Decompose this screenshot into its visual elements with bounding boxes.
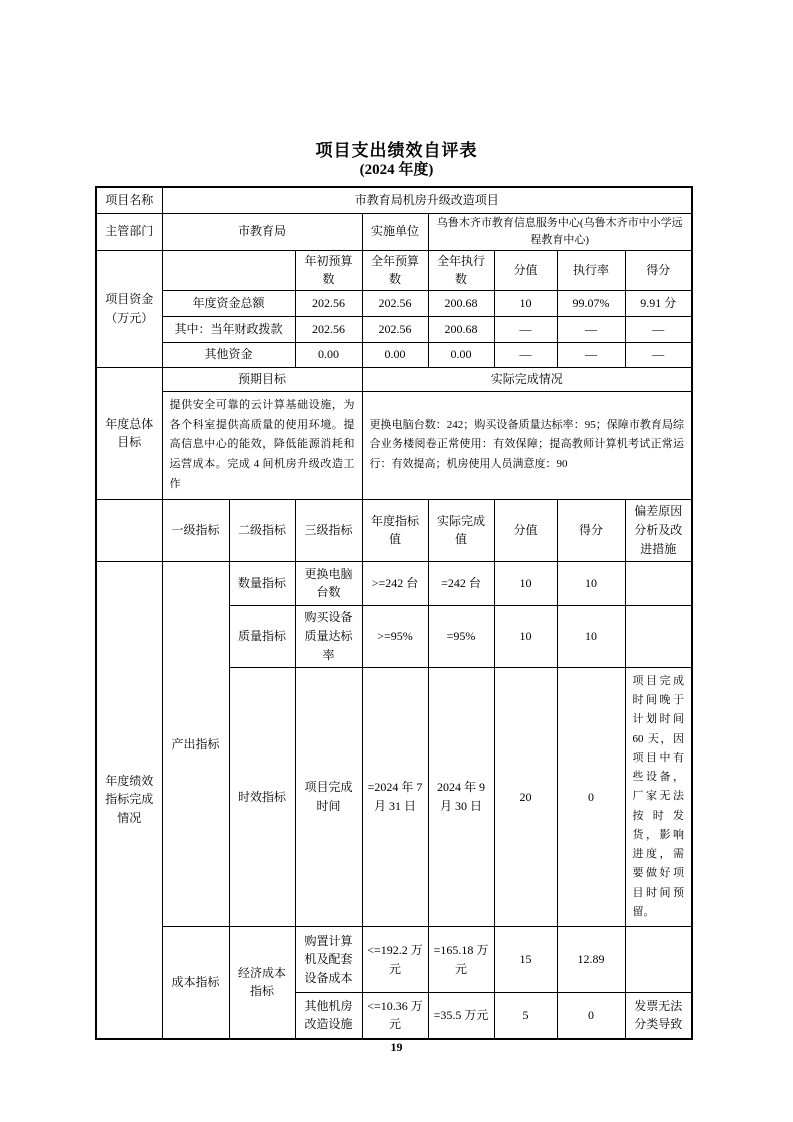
row-goal-content [96,391,692,499]
level1-cost: 成本指标 [162,927,229,1039]
economic-actual: =165.18 万元 [428,927,494,993]
row-project-name [96,187,692,213]
funds-total-executed: 200.68 [428,290,494,316]
funds-total-rate: 99.07% [557,290,625,316]
quality-deviation [625,605,692,667]
facility-score: 5 [494,993,557,1039]
funds-fiscal-budget-start: 202.56 [295,316,362,342]
economic-target: <=192.2 万元 [362,927,428,993]
quality-points: 10 [557,605,625,667]
economic-score: 15 [494,927,557,993]
indicator-header-deviation: 偏差原因分析及改进措施 [625,499,692,561]
funds-header-score: 分值 [494,250,557,290]
facility-actual: =35.5 万元 [428,993,494,1039]
level1-output: 产出指标 [162,561,229,926]
row-indicator-economic-cost [96,927,692,993]
row-department [96,213,692,250]
indicator-header-actual: 实际完成值 [428,499,494,561]
timeliness-level3: 项目完成时间 [295,667,362,926]
indicator-header-score: 分值 [494,499,557,561]
economic-deviation [625,927,692,993]
quantity-target: >=242 台 [362,561,428,605]
impl-unit-value: 乌鲁木齐市教育信息服务中心(乌鲁木齐市中小学远程教育中心) [428,213,692,250]
quantity-actual: =242 台 [428,561,494,605]
timeliness-actual: 2024 年 9 月 30 日 [428,667,494,926]
timeliness-points: 0 [557,667,625,926]
funds-fiscal-rate: — [557,316,625,342]
facility-points: 0 [557,993,625,1039]
economic-level2: 经济成本指标 [229,927,295,1039]
indicator-section-label: 年度绩效指标完成情况 [96,561,162,1038]
funds-header-rate: 执行率 [557,250,625,290]
quantity-points: 10 [557,561,625,605]
funds-fiscal-points: — [625,316,692,342]
economic-level3: 购置计算机及配套设备成本 [295,927,362,993]
funds-other-rate: — [557,342,625,367]
funds-fiscal-executed: 200.68 [428,316,494,342]
funds-fiscal-name: 其中：当年财政拨款 [162,316,295,342]
funds-other-executed: 0.00 [428,342,494,367]
indicator-header-target: 年度指标值 [362,499,428,561]
funds-header-budget-year: 全年预算数 [362,250,428,290]
funds-blank-header [162,250,295,290]
indicator-header-level1: 一级指标 [162,499,229,561]
project-name-label: 项目名称 [96,187,162,213]
facility-level3: 其他机房改造设施 [295,993,362,1039]
funds-other-budget-year: 0.00 [362,342,428,367]
goal-actual-header: 实际完成情况 [362,367,692,391]
timeliness-target: =2024 年 7 月 31 日 [362,667,428,926]
page-subtitle: (2024 年度) [359,162,434,178]
quantity-level3: 更换电脑台数 [295,561,362,605]
funds-total-budget-start: 202.56 [295,290,362,316]
timeliness-score: 20 [494,667,557,926]
funds-total-points: 9.91 分 [625,290,692,316]
funds-other-score: — [494,342,557,367]
funds-fiscal-score: — [494,316,557,342]
project-name-value: 市教育局机房升级改造项目 [162,187,692,213]
row-goal-header [96,367,692,391]
row-funds-total [96,290,692,316]
quality-target: >=95% [362,605,428,667]
indicator-header-level2: 二级指标 [229,499,295,561]
goal-expected-header: 预期目标 [162,367,362,391]
dept-label: 主管部门 [96,213,162,250]
economic-points: 12.89 [557,927,625,993]
funds-section-label: 项目资金（万元） [96,250,162,367]
quality-level3: 购买设备质量达标率 [295,605,362,667]
funds-other-points: — [625,342,692,367]
funds-total-budget-year: 202.56 [362,290,428,316]
row-funds-fiscal [96,316,692,342]
quantity-deviation [625,561,692,605]
funds-other-name: 其他资金 [162,342,295,367]
indicator-blank-header [96,499,162,561]
funds-total-score: 10 [494,290,557,316]
page-number: 19 [390,1040,403,1054]
funds-header-budget-start: 年初预算数 [295,250,362,290]
dept-value: 市教育局 [162,213,362,250]
timeliness-level2: 时效指标 [229,667,295,926]
row-indicator-quantity [96,561,692,605]
funds-total-name: 年度资金总额 [162,290,295,316]
page-title: 项目支出绩效自评表 [315,141,478,160]
indicator-header-points: 得分 [557,499,625,561]
funds-header-points: 得分 [625,250,692,290]
row-indicator-header [96,499,692,561]
goal-section-label: 年度总体目标 [96,367,162,499]
funds-other-budget-start: 0.00 [295,342,362,367]
quantity-score: 10 [494,561,557,605]
funds-fiscal-budget-year: 202.56 [362,316,428,342]
quality-level2: 质量指标 [229,605,295,667]
row-funds-other [96,342,692,367]
indicator-header-level3: 三级指标 [295,499,362,561]
quantity-level2: 数量指标 [229,561,295,605]
row-funds-header [96,250,692,290]
impl-unit-label: 实施单位 [362,213,428,250]
quality-score: 10 [494,605,557,667]
self-evaluation-table [95,186,693,1040]
quality-actual: =95% [428,605,494,667]
goal-expected-text: 提供安全可靠的云计算基础设施，为各个科室提供高质量的使用环境。提高信息中心的能效，降低能源消耗和运营成本。完成 4 间机房升级改造工作 [162,391,362,499]
facility-deviation: 发票无法分类导致 [625,993,692,1039]
goal-actual-text: 更换电脑台数：242；购买设备质量达标率：95；保障市教育局综合业务楼阅卷正常使用：有效保障；提高教师计算机考试正常运行：有效提高；机房使用人员满意度：90 [362,391,692,499]
facility-target: <=10.36 万元 [362,993,428,1039]
timeliness-deviation: 项目完成时间晚于计划时间 60 天，因项目中有些设备，厂家无法按时发货，影响进度，需要做好项目时间预留。 [625,667,692,926]
funds-header-executed: 全年执行数 [428,250,494,290]
